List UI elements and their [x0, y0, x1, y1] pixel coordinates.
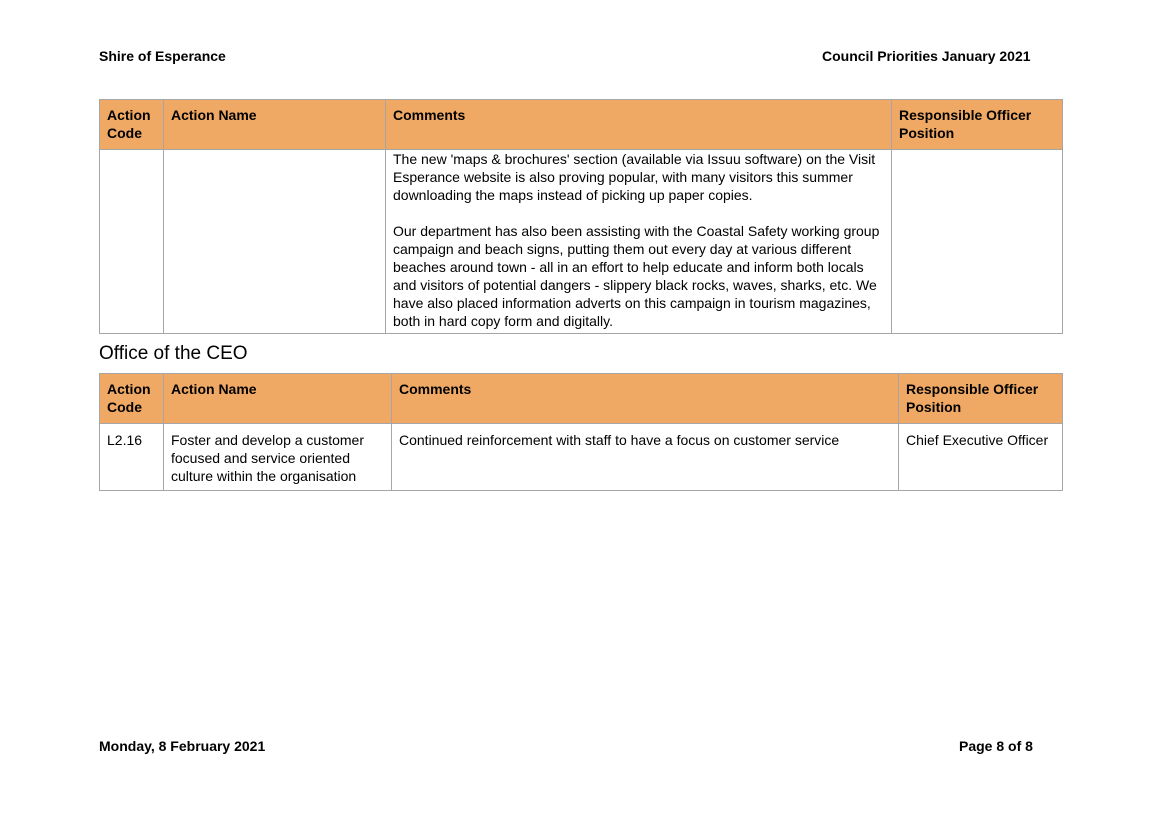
- cell-comments: Continued reinforcement with staff to have a focus on customer service: [392, 424, 899, 491]
- column-header-action-code: Action Code: [100, 374, 164, 424]
- footer-date: Monday, 8 February 2021: [99, 738, 266, 754]
- header-document-title: Council Priorities January 2021: [822, 48, 1031, 64]
- table-header-row: [100, 374, 1063, 424]
- column-header-responsible-officer: Responsible Officer Position: [892, 100, 1063, 150]
- column-header-comments: Comments: [392, 374, 899, 424]
- column-header-comments: Comments: [386, 100, 892, 150]
- column-header-responsible-officer: Responsible Officer Position: [899, 374, 1063, 424]
- cell-responsible-officer: Chief Executive Officer: [899, 424, 1063, 491]
- section-title: Office of the CEO: [99, 343, 248, 364]
- column-header-action-name: Action Name: [164, 374, 392, 424]
- cell-action-name: [164, 150, 386, 334]
- comment-paragraph: The new 'maps & brochures' section (available via Issuu software) on the Visit Esperance website is also proving popular, with many visitors this summer downloading the maps instead of picking up paper copies.: [393, 151, 876, 203]
- table-row: [100, 150, 1063, 334]
- footer-page-number: Page 8 of 8: [959, 738, 1033, 754]
- priorities-table-ceo: [99, 373, 1063, 491]
- table-header-row: [100, 100, 1063, 150]
- cell-comments: [386, 150, 892, 334]
- comment-paragraph: Our department has also been assisting with the Coastal Safety working group campaign and beach signs, putting them out every day at various different beaches around town - all in an effort to help educate and inform both locals and visitors of potential dangers - slippery black rocks, waves, sharks, etc. We have also placed information adverts on this campaign in tourism magazines, both in hard copy form and digitally.: [393, 223, 880, 329]
- cell-action-code: [100, 150, 164, 334]
- table-row: [100, 424, 1063, 491]
- priorities-table-continued: [99, 99, 1063, 334]
- column-header-action-name: Action Name: [164, 100, 386, 150]
- header-organisation: Shire of Esperance: [99, 48, 226, 64]
- cell-responsible-officer: [892, 150, 1063, 334]
- cell-action-code: L2.16: [100, 424, 164, 491]
- column-header-action-code: Action Code: [100, 100, 164, 150]
- cell-action-name: Foster and develop a customer focused and service oriented culture within the organisation: [164, 424, 392, 491]
